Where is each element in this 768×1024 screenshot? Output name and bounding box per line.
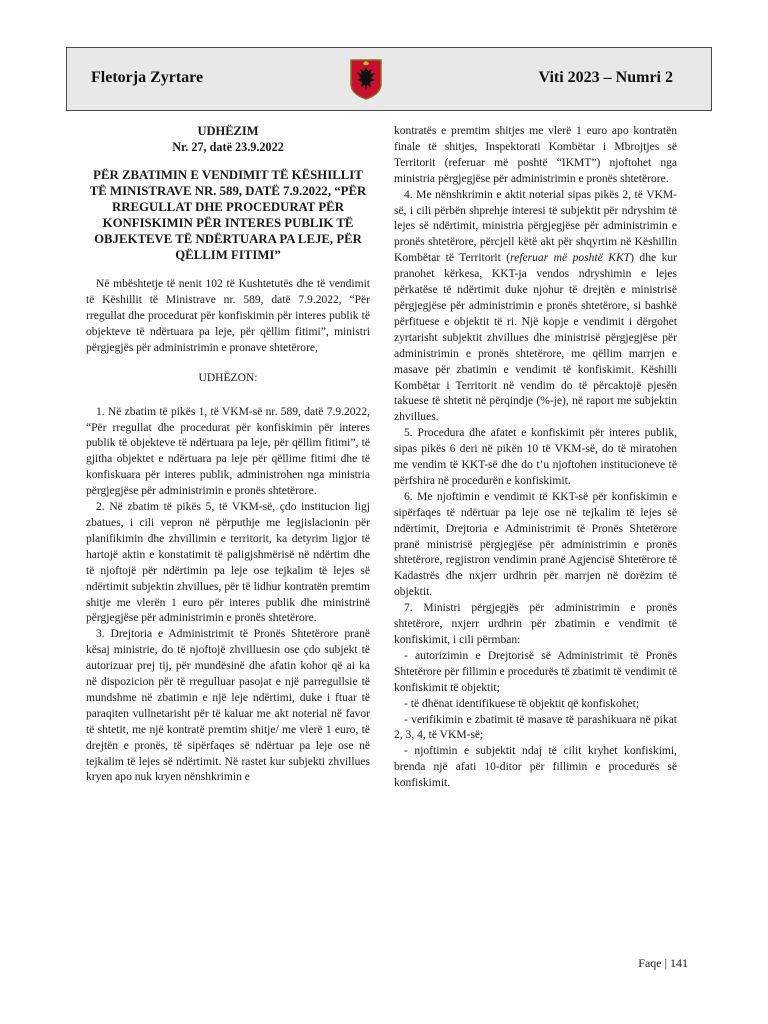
list-item: - njoftimin e subjektit ndaj të cilit kryhet konfiskimi, brenda një afati 10-ditor për fillimin e procedurës së konfiskimit. <box>394 745 677 790</box>
list-item: - verifikimin e zbatimit të masave të parashikuara në pikat 2, 3, 4, të VKM-së; <box>394 713 677 742</box>
publication-name: Fletorja Zyrtare <box>91 69 204 86</box>
paragraph-4-text-b: ) dhe kur pranohet kërkesa, KKT-ja vendos ndryshimin e lejes përkatëse të ndërtimit duke njohur të drejtën e ministrisë përgjegjëse për administrimin e pronës shtetërore, si bashkë përfituese e objektit të ri. Një kopje e vendimit i dërgohet zyrtarisht subjektit zhvillues dhe ministrisë përgjegjëse për administrimin e pronës shtetërore, me qëllim marrjen e masave për zbatimin e vendimit të konfiskimit. Këshilli Kombëtar i Territorit në vendim do të përcaktojë pjesën takuese të shtetit në përqindje (%-je), në raport me subjektin zhvillues. <box>394 252 677 424</box>
issue-label: Viti 2023 – Numri 2 <box>538 69 673 86</box>
paragraph-4 <box>394 188 677 427</box>
page-header <box>66 47 712 111</box>
paragraph-7: 7. Ministri përgjegjës për administrimin e pronës shtetërore, nxjerr urdhrin për zbatimin e vendimit të konfiskimit, i cili përmban: <box>394 602 677 646</box>
list-item: - autorizimin e Drejtorisë së Administrimit të Pronës Shtetërore për fillimin e procedurës të zbatimit të vendimit të konfiskimit të objektit; <box>394 649 677 694</box>
document-title: PËR ZBATIMIN E VENDIMIT TË KËSHILLIT TË MINISTRAVE NR. 589, DATË 7.9.2022, “PËR RREGULLAT DHE PROCEDURAT PËR KONFISKIMIN PËR INTERES PUBLIK TË OBJEKTEVE TË NDËRTUARA PA LEJE, PËR QËLLIM FITIMI” <box>89 168 367 263</box>
page-number: Faqe | 141 <box>638 956 688 970</box>
udhezon-heading: UDHËZON: <box>198 371 258 384</box>
paragraph-3: 3. Drejtoria e Administrimit të Pronës Shtetërore pranë kësaj ministrie, do të njoftojë zhvilluesin ose çdo subjekt të autorizuar prej tij, për mundësinë dhe afatin kohor që ai ka në dispozicion për të rregulluar pasojat e një parregullsie të mundshme në zbatimin e një leje ndërtimi, duke i ftuar të paraqiten vullnetarisht për të kaluar me akt noterial në favor të shtetit, me një kontratë premtim shitje/ me vlerë 1 euro, të drejtën e pronës, të sipërfaqes së ndërtuar pa leje ose në tejkalim të lejes së ndërtimit. Në rastet kur subjekti zhvillues kryen apo nuk kryen nënshkrimin e <box>86 628 370 784</box>
paragraph-3-continued: kontratës e premtim shitjes me vlerë 1 euro apo kontratën finale të shitjes, Inspektorati Kombëtar i Mbrojtjes së Territorit (referuar më poshtë “IKMT”) njoftohet nga ministria përgjegjëse për administrimin e pronës shtetërore. <box>394 125 677 185</box>
paragraph-4-text-a: 4. Me nënshkrimin e aktit noterial sipas pikës 2, të VKM-së, i cili përbën shprehje interesi të subjektit për ndryshim të lejes së ndërtimit, ministria përgjegjëse për administrimin e pronës shtetërore, përcjell këtë akt për shqyrtim në Këshillin Kombëtar të Territorit ( <box>394 188 677 265</box>
paragraph-1: 1. Në zbatim të pikës 1, të VKM-së nr. 589, datë 7.9.2022, “Për rregullat dhe procedurat për konfiskimin për interes publik të objekteve të ndërtuara pa leje, për qëllim fitimi”, të gjitha objektet e ndërtuara pa leje për qëllime fitimi dhe të konfiskuara për interes publik, administrohen nga ministria përgjegjëse për administrimin e pronës shtetërore. <box>86 405 370 498</box>
paragraph-4-italic: referuar më poshtë KKT <box>510 252 631 265</box>
left-column <box>86 124 370 786</box>
document-title-block <box>86 124 370 263</box>
paragraph-6: 6. Me njoftimin e vendimit të KKT-së për konfiskimin e sipërfaqes të ndërtuar pa leje ose në tejkalim të lejes së ndërtimit, Drejtoria e Administrimit të Pronës Shtetërore pranë ministrisë përgjegjëse për administrimin e pronës shtetërore, regjistron vendimin pranë Agjencisë Shtetërore të Kadastrës dhe nxjerr urdhrin për marrjen në dorëzim të objektit. <box>394 490 677 599</box>
right-column <box>394 124 677 792</box>
paragraph-2: 2. Në zbatim të pikës 5, të VKM-së, çdo institucion ligj zbatues, i cili vepron në përputhje me legjislacionin për planifikimin dhe zhvillimin e territorit, ka detyrim ligjor të hartojë aktin e konstatimit të paligjshmërisë në ndërtim dhe të njoftojë për ndërtimin pa leje ose tejkalim të lejes së ndërtimit subjektin zhvillues, për të lidhur kontratën premtim shitje me vlerën 1 euro për interes publik dhe ministrinë përgjegjëse për administrimin e pronës shtetërore. <box>86 501 370 625</box>
document-type: UDHËZIM <box>197 124 259 138</box>
albanian-coat-of-arms-icon <box>349 58 383 100</box>
paragraph-5: 5. Procedura dhe afatet e konfiskimit për interes publik, sipas pikës 6 deri në pikën 10 të VKM-së, do të miratohen me vendim të KKT-së dhe do t’u njoftohen institucioneve të përfshira në procedurën e konfiskimit. <box>394 427 677 487</box>
document-number: Nr. 27, datë 23.9.2022 <box>172 139 284 154</box>
list-item: - të dhënat identifikuese të objektit që konfiskohet; <box>404 697 640 710</box>
preamble-paragraph: Në mbështetje të nenit 102 të Kushtetutës dhe të vendimit të Këshillit të Ministrave nr. 589, datë 7.9.2022, “Për rregullat dhe procedurat për konfiskimin për interes publik të objekteve të ndërtuara pa leje, për qëllim fitimi”, ministri përgjegjës për administrimin e pronave shtetërore, <box>86 278 370 354</box>
